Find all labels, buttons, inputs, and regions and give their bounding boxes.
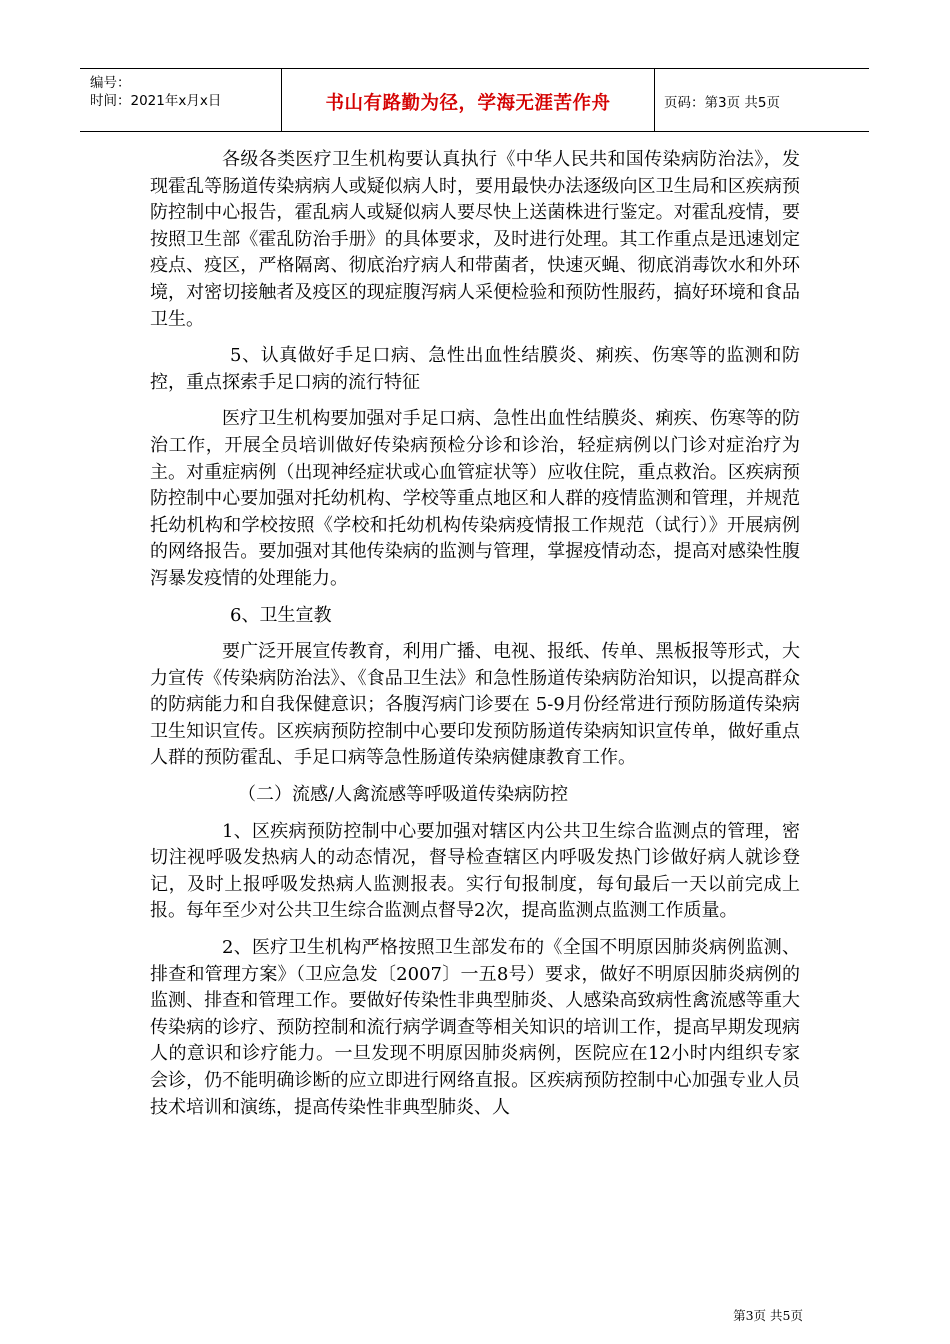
header-motto-cell (281, 69, 655, 131)
header-page-number: 页码：第3页 共5页 (664, 95, 780, 111)
section-heading: （二）流感/人禽流感等呼吸道传染病防控 (238, 784, 569, 806)
page-header (80, 68, 869, 132)
section-heading: 5、认真做好手足口病、急性出血性结膜炎、痢疾、伤寒等的监测和防控，重点探索手足口病的流行特征 (150, 345, 800, 393)
document-time-label: 时间：2021年x月x日 (90, 93, 222, 109)
header-meta-cell (80, 69, 281, 131)
body-paragraph: 要广泛开展宣传教育，利用广播、电视、报纸、传单、黑板报等形式，大力宣传《传染病防治法》、《食品卫生法》和急性肠道传染病防治知识，以提高群众的防病能力和自我保健意识；各腹泻病门诊要在 5-9月份经常进行预防肠道传染病卫生知识宣传。区疾病预防控制中心要印发预防肠道传染病知识宣传单，做好重点人群的预防霍乱、手足口病等急性肠道传染病健康教育工作。 (150, 641, 800, 769)
body-paragraph: 医疗卫生机构要加强对手足口病、急性出血性结膜炎、痢疾、伤寒等的防治工作，开展全员培训做好传染病预检分诊和诊治，轻症病例以门诊对症治疗为主。对重症病例（出现神经症状或心血管症状等）应收住院，重点救治。区疾病预防控制中心要加强对托幼机构、学校等重点地区和人群的疫情监测和管理，并规范托幼机构和学校按照《学校和托幼机构传染病疫情报工作规范（试行）》开展病例的网络报告。要加强对其他传染病的监测与管理，掌握疫情动态，提高对感染性腹泻暴发疫情的处理能力。 (150, 408, 800, 589)
document-number-label: 编号： (90, 75, 131, 91)
header-page-cell (654, 69, 869, 131)
section-heading: 6、卫生宣教 (230, 604, 332, 626)
body-paragraph: 1、区疾病预防控制中心要加强对辖区内公共卫生综合监测点的管理，密切注视呼吸发热病人的动态情况，督导检查辖区内呼吸发热门诊做好病人就诊登记，及时上报呼吸发热病人监测报表。实行旬报制度，每旬最后一天以前完成上报。每年至少对公共卫生综合监测点督导2次，提高监测点监测工作质量。 (150, 820, 800, 922)
document-body (150, 147, 800, 1131)
header-motto: 书山有路勤为径，学海无涯苦作舟 (325, 93, 611, 114)
body-paragraph: 各级各类医疗卫生机构要认真执行《中华人民共和国传染病防治法》，发现霍乱等肠道传染病病人或疑似病人时，要用最快办法逐级向区卫生局和区疾病预防控制中心报告，霍乱病人或疑似病人要尽快上送菌株进行鉴定。对霍乱疫情，要按照卫生部《霍乱防治手册》的具体要求，及时进行处理。其工作重点是迅速划定疫点、疫区，严格隔离、彻底治疗病人和带菌者，快速灭蝇、彻底消毒饮水和外环境，对密切接触者及疫区的现症腹泻病人采便检验和预防性服药，搞好环境和食品卫生。 (150, 149, 800, 330)
page-footer-number: 第3页 共5页 (733, 1308, 803, 1323)
body-paragraph: 2、医疗卫生机构严格按照卫生部发布的《全国不明原因肺炎病例监测、排查和管理方案》（卫应急发〔2007〕一五8号）要求，做好不明原因肺炎病例的监测、排查和管理工作。要做好传染性非典型肺炎、人感染高致病性禽流感等重大传染病的诊疗、预防控制和流行病学调查等相关知识的培训工作，提高早期发现病人的意识和诊疗能力。一旦发现不明原因肺炎病例，医院应在12小时内组织专家会诊，仍不能明确诊断的应立即进行网络直报。区疾病预防控制中心加强专业人员技术培训和演练，提高传染性非典型肺炎、人 (150, 937, 800, 1118)
